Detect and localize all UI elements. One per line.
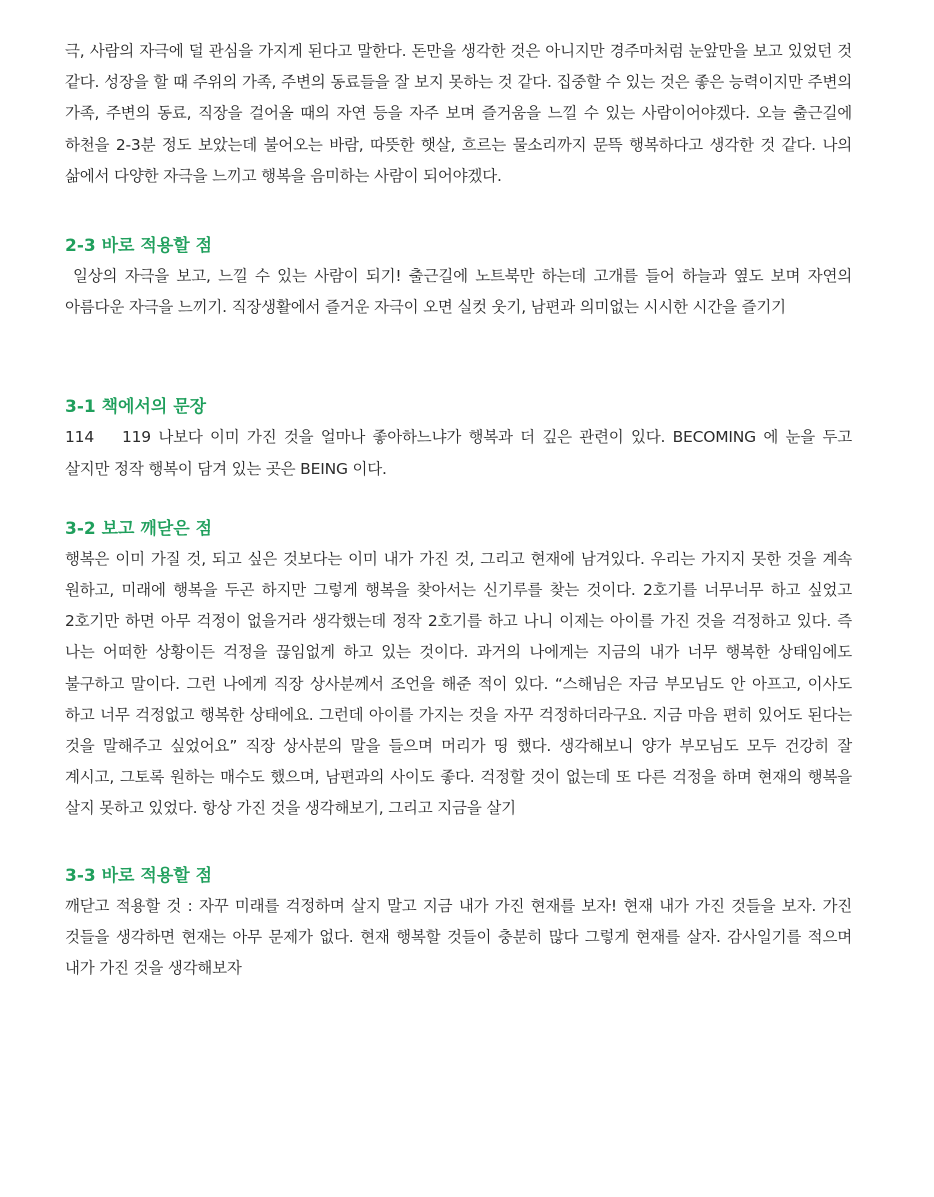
document-page bbox=[65, 36, 852, 984]
section-heading-2-3: 2-3 바로 적용할 점 bbox=[65, 236, 213, 257]
section-body-3-1: 114 119 나보다 이미 가진 것을 얼마나 좋아하느냐가 행복과 더 깊은 관련이 있다. BECOMING 에 눈을 두고 살지만 정작 행복이 담겨 있는 곳은 BEING 이다. bbox=[65, 428, 852, 478]
section-heading-3-2: 3-2 보고 깨닫은 점 bbox=[65, 518, 213, 539]
section-heading-3-1: 3-1 책에서의 문장 bbox=[65, 397, 207, 418]
intro-paragraph: 극, 사람의 자극에 덜 관심을 가지게 된다고 말한다. 돈만을 생각한 것은 아니지만 경주마처럼 눈앞만을 보고 있었던 것 같다. 성장을 할 때 주위의 가족, 주변의 동료들을 잘 보지 못하는 것 같다. 집중할 수 있는 것은 좋은 능력이지만 주변의 가족, 주변의 동료, 직장을 걸어올 때의 자연 등을 자주 보며 즐거움을 느낄 수 있는 사람이어야겠다. 오늘 출근길에 하천을 2-3분 정도 보았는데 불어오는 바람, 따뜻한 햇살, 흐르는 물소리까지 문뜩 행복하다고 생각한 것 같다. 나의 삶에서 다양한 자극을 느끼고 행복을 음미하는 사람이 되어야겠다. bbox=[65, 42, 852, 185]
section-heading-3-3: 3-3 바로 적용할 점 bbox=[65, 865, 213, 886]
section-body-3-3: 깨닫고 적용할 것 : 자꾸 미래를 걱정하며 살지 말고 지금 내가 가진 현재를 보자! 현재 내가 가진 것들을 보자. 가진 것들을 생각하면 현재는 아무 문제가 없다. 현재 행복할 것들이 충분히 많다 그렇게 현재를 살자. 감사일기를 적으며 내가 가진 것을 생각해보자 bbox=[65, 896, 852, 978]
section-body-3-2: 행복은 이미 가질 것, 되고 싶은 것보다는 이미 내가 가진 것, 그리고 현재에 남겨있다. 우리는 가지지 못한 것을 계속 원하고, 미래에 행복을 두곤 하지만 그렇게 행복을 찾아서는 신기루를 찾는 것이다. 2호기를 너무너무 하고 싶었고 2호기만 하면 아무 걱정이 없을거라 생각했는데 정작 2호기를 하고 나니 이제는 아이를 가진 것을 걱정하고 있다. 즉 나는 어떠한 상황이든 걱정을 끊임없게 하고 있는 것이다. 과거의 나에게는 지금의 내가 너무 행복한 상태임에도 불구하고 말이다. 그런 나에게 직장 상사분께서 조언을 해준 적이 있다. “스해님은 자금 부모님도 안 아프고, 이사도 하고 너무 걱정없고 행복한 상태에요. 그런데 아이를 가지는 것을 자꾸 걱정하더라구요. 지금 마음 편히 있어도 된다는 것을 말해주고 싶었어요” 직장 상사분의 말을 들으며 머리가 띵 했다. 생각해보니 양가 부모님도 모두 건강히 잘 계시고, 그토록 원하는 매수도 했으며, 남편과의 사이도 좋다. 걱정할 것이 없는데 또 다른 걱정을 하며 현재의 행복을 살지 못하고 있었다. 항상 가진 것을 생각해보기, 그리고 지금을 살기 bbox=[65, 549, 852, 818]
section-body-2-3: 일상의 자극을 보고, 느낄 수 있는 사람이 되기! 출근길에 노트북만 하는데 고개를 들어 하늘과 옆도 보며 자연의 아름다운 자극을 느끼기. 직장생활에서 즐거운 자극이 오면 실컷 웃기, 남편과 의미없는 시시한 시간을 즐기기 bbox=[65, 267, 852, 317]
